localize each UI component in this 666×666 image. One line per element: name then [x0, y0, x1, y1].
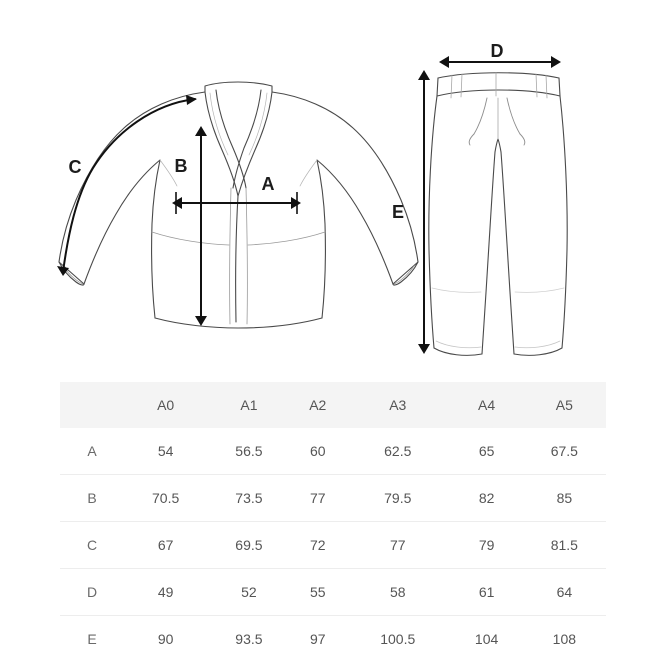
column-header-a2: A2	[291, 382, 345, 428]
cell-e-a0: 90	[157, 631, 174, 647]
table-body	[60, 428, 606, 662]
column-header-a3: A3	[345, 382, 450, 428]
cell-a-a3: 62.5	[345, 428, 450, 475]
column-header-a0: A0	[124, 382, 207, 428]
table-corner-cell	[60, 382, 124, 428]
cell-c-a5: 81.5	[523, 522, 606, 569]
column-header-a4: A4	[451, 382, 523, 428]
cell-c-a1: 69.5	[207, 522, 290, 569]
jacket-label-b: B	[174, 156, 188, 176]
cell-e-a1: 93.5	[235, 631, 263, 647]
cell-b-a0: 70.5	[124, 475, 207, 522]
cell-e-a3: 100.5	[380, 631, 416, 647]
cell-a-a0: 54	[124, 428, 207, 475]
jacket-label-c: C	[68, 157, 82, 177]
cell-c-a2: 72	[291, 522, 345, 569]
cell-e-a4: 104	[474, 631, 499, 647]
table-row	[60, 428, 606, 475]
table-row	[60, 522, 606, 569]
cell-a-a4: 65	[451, 428, 523, 475]
jacket-illustration	[59, 82, 418, 328]
cell-a-a2: 60	[291, 428, 345, 475]
cell-b-a1: 73.5	[207, 475, 290, 522]
row-label-a: A	[60, 428, 124, 475]
row-label-d: D	[60, 569, 124, 616]
cell-b-a5: 85	[523, 475, 606, 522]
table-row	[60, 616, 606, 663]
pants-measure-arrows	[418, 56, 561, 354]
cell-d-a4: 61	[451, 569, 523, 616]
cell-e-a5: 108	[552, 631, 577, 647]
row-label-b: B	[60, 475, 124, 522]
cell-d-a0: 49	[124, 569, 207, 616]
cell-c-a4: 79	[451, 522, 523, 569]
pants-label-e: E	[391, 202, 405, 222]
cell-d-a5: 64	[523, 569, 606, 616]
jacket-measure-arrows	[57, 95, 301, 326]
column-header-a1: A1	[207, 382, 290, 428]
row-label-c: C	[60, 522, 124, 569]
cell-b-a4: 82	[451, 475, 523, 522]
column-header-a5: A5	[523, 382, 606, 428]
cell-a-a5: 67.5	[523, 428, 606, 475]
size-chart-table	[60, 382, 606, 662]
cell-b-a2: 77	[291, 475, 345, 522]
row-label-e: E	[87, 631, 97, 647]
cell-c-a3: 77	[345, 522, 450, 569]
cell-d-a3: 58	[345, 569, 450, 616]
pants-illustration	[429, 73, 567, 356]
table-row	[60, 475, 606, 522]
cell-d-a1: 52	[207, 569, 290, 616]
table-row	[60, 569, 606, 616]
table-header-row	[60, 382, 606, 428]
pants-label-d: D	[490, 41, 504, 61]
cell-d-a2: 55	[291, 569, 345, 616]
cell-b-a3: 79.5	[345, 475, 450, 522]
table-header	[60, 382, 606, 428]
cell-e-a2: 97	[310, 631, 326, 647]
jacket-label-a: A	[261, 174, 275, 194]
cell-a-a1: 56.5	[207, 428, 290, 475]
cell-c-a0: 67	[124, 522, 207, 569]
